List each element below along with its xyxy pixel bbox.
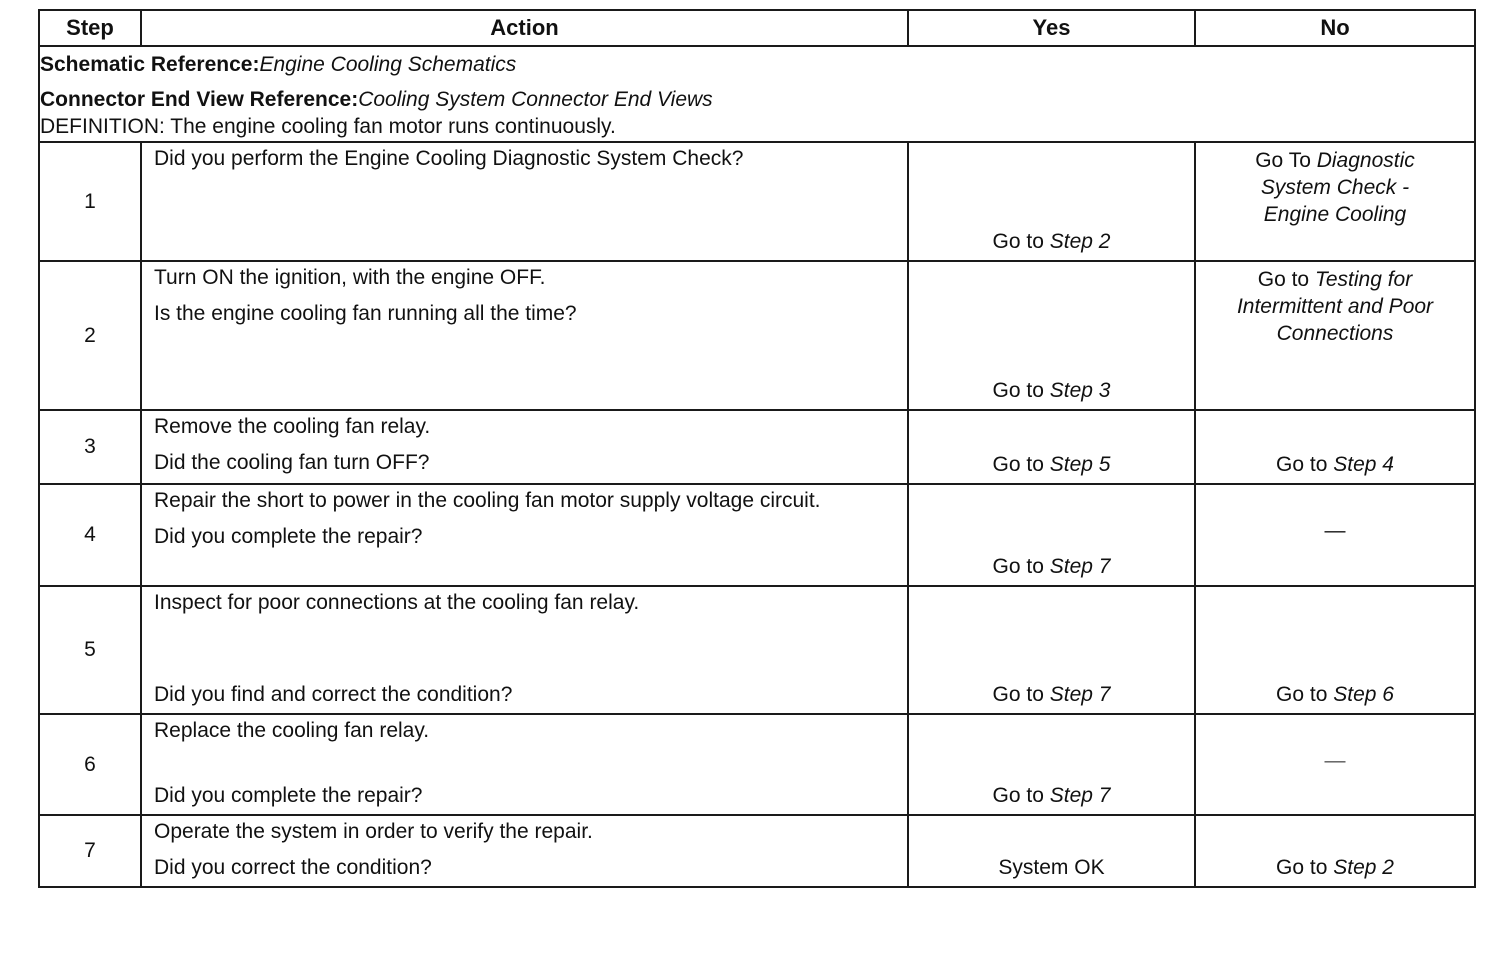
- yes-cell: [908, 714, 1195, 815]
- step-number: 7: [39, 815, 141, 887]
- definition: DEFINITION: The engine cooling fan motor runs continuously.: [40, 115, 616, 138]
- action-cell: [141, 586, 908, 714]
- no-target: Testing for Intermittent and Poor Connections: [1236, 268, 1434, 345]
- yes-prefix: Go to: [992, 555, 1050, 578]
- no-cell: [1195, 142, 1475, 261]
- action-text: Turn ON the ignition, with the engine OFF.: [154, 266, 546, 289]
- action-question: Did you correct the condition?: [154, 856, 432, 879]
- table-row: [39, 410, 1475, 484]
- no-target: Step 2: [1333, 856, 1394, 879]
- schematic-reference: [40, 47, 1474, 82]
- yes-prefix: Go to: [992, 230, 1050, 253]
- action-question: Is the engine cooling fan running all the time?: [154, 302, 577, 325]
- action-question: Did you complete the repair?: [154, 784, 423, 807]
- no-prefix: Go to: [1257, 268, 1315, 291]
- no-cell: [1195, 410, 1475, 484]
- header-yes: Yes: [908, 10, 1195, 46]
- yes-link[interactable]: [909, 453, 1194, 477]
- action-text: Repair the short to power in the cooling fan motor supply voltage circuit.: [154, 489, 821, 512]
- table-row: [39, 261, 1475, 410]
- table-row: [39, 586, 1475, 714]
- action-cell: [141, 261, 908, 410]
- no-target: Step 6: [1333, 683, 1394, 706]
- no-link[interactable]: [1196, 143, 1474, 228]
- table-row: [39, 484, 1475, 586]
- yes-cell: [908, 261, 1195, 410]
- yes-link[interactable]: [909, 555, 1194, 579]
- no-cell: [1195, 484, 1475, 586]
- yes-target: Step 5: [1049, 453, 1111, 476]
- yes-target: Step 7: [1049, 784, 1111, 807]
- no-link[interactable]: [1196, 453, 1474, 477]
- yes-cell: [908, 484, 1195, 586]
- no-target: Step 4: [1333, 453, 1394, 476]
- yes-prefix: Go to: [992, 379, 1050, 402]
- no-prefix: Go To: [1255, 149, 1317, 172]
- yes-cell: [908, 410, 1195, 484]
- schematic-label: Schematic Reference:: [40, 53, 260, 76]
- yes-link[interactable]: [909, 784, 1194, 808]
- yes-cell: [908, 142, 1195, 261]
- table-row: [39, 815, 1475, 887]
- table-row: [39, 714, 1475, 815]
- yes-target: Step 2: [1049, 230, 1111, 253]
- no-prefix: Go to: [1276, 453, 1334, 476]
- action-cell: [141, 410, 908, 484]
- schematic-link[interactable]: Engine Cooling Schematics: [259, 53, 517, 76]
- yes-prefix: Go to: [992, 784, 1050, 807]
- action-text: Inspect for poor connections at the cooling fan relay.: [154, 591, 640, 614]
- action-text: Did you perform the Engine Cooling Diagnostic System Check?: [154, 147, 744, 170]
- action-cell: [141, 815, 908, 887]
- no-cell: [1195, 815, 1475, 887]
- action-question: Did the cooling fan turn OFF?: [154, 451, 430, 474]
- header-row: [39, 10, 1475, 46]
- yes-target: Step 7: [1049, 683, 1111, 706]
- yes-prefix: Go to: [992, 683, 1050, 706]
- connector-reference: [40, 82, 1474, 117]
- yes-link[interactable]: [909, 230, 1194, 254]
- no-dash: —: [1324, 749, 1346, 772]
- table-row: [39, 142, 1475, 261]
- no-cell: [1195, 586, 1475, 714]
- connector-link[interactable]: Cooling System Connector End Views: [358, 88, 713, 111]
- yes-link[interactable]: [909, 379, 1194, 403]
- yes-cell: [908, 586, 1195, 714]
- no-cell: [1195, 261, 1475, 410]
- diagnostic-table: [38, 9, 1476, 888]
- yes-prefix: Go to: [992, 453, 1050, 476]
- header-step: Step: [39, 10, 141, 46]
- no-link[interactable]: [1196, 856, 1474, 880]
- no-prefix: Go to: [1276, 856, 1334, 879]
- yes-cell: [908, 815, 1195, 887]
- step-number: 2: [39, 261, 141, 410]
- header-action: Action: [141, 10, 908, 46]
- step-number: 1: [39, 142, 141, 261]
- header-no: No: [1195, 10, 1475, 46]
- action-cell: [141, 714, 908, 815]
- reference-row: [39, 46, 1475, 142]
- step-number: 3: [39, 410, 141, 484]
- step-number: 5: [39, 586, 141, 714]
- action-text: Replace the cooling fan relay.: [154, 719, 430, 742]
- yes-target: Step 3: [1049, 379, 1111, 402]
- reference-cell: [39, 46, 1475, 142]
- no-link[interactable]: [1196, 683, 1474, 707]
- action-cell: [141, 142, 908, 261]
- action-cell: [141, 484, 908, 586]
- step-number: 4: [39, 484, 141, 586]
- no-dash: —: [1324, 519, 1346, 542]
- action-question: Did you find and correct the condition?: [154, 683, 513, 706]
- step-number: 6: [39, 714, 141, 815]
- action-question: Did you complete the repair?: [154, 525, 423, 548]
- yes-target: Step 7: [1049, 555, 1111, 578]
- no-prefix: Go to: [1276, 683, 1334, 706]
- no-cell: [1195, 714, 1475, 815]
- no-target: Diagnostic System Check - Engine Cooling: [1260, 149, 1415, 226]
- connector-label: Connector End View Reference:: [40, 88, 359, 111]
- action-text: Remove the cooling fan relay.: [154, 415, 431, 438]
- action-text: Operate the system in order to verify the repair.: [154, 820, 593, 843]
- no-link[interactable]: [1196, 262, 1474, 347]
- yes-text[interactable]: System OK: [998, 856, 1105, 879]
- yes-link[interactable]: [909, 683, 1194, 707]
